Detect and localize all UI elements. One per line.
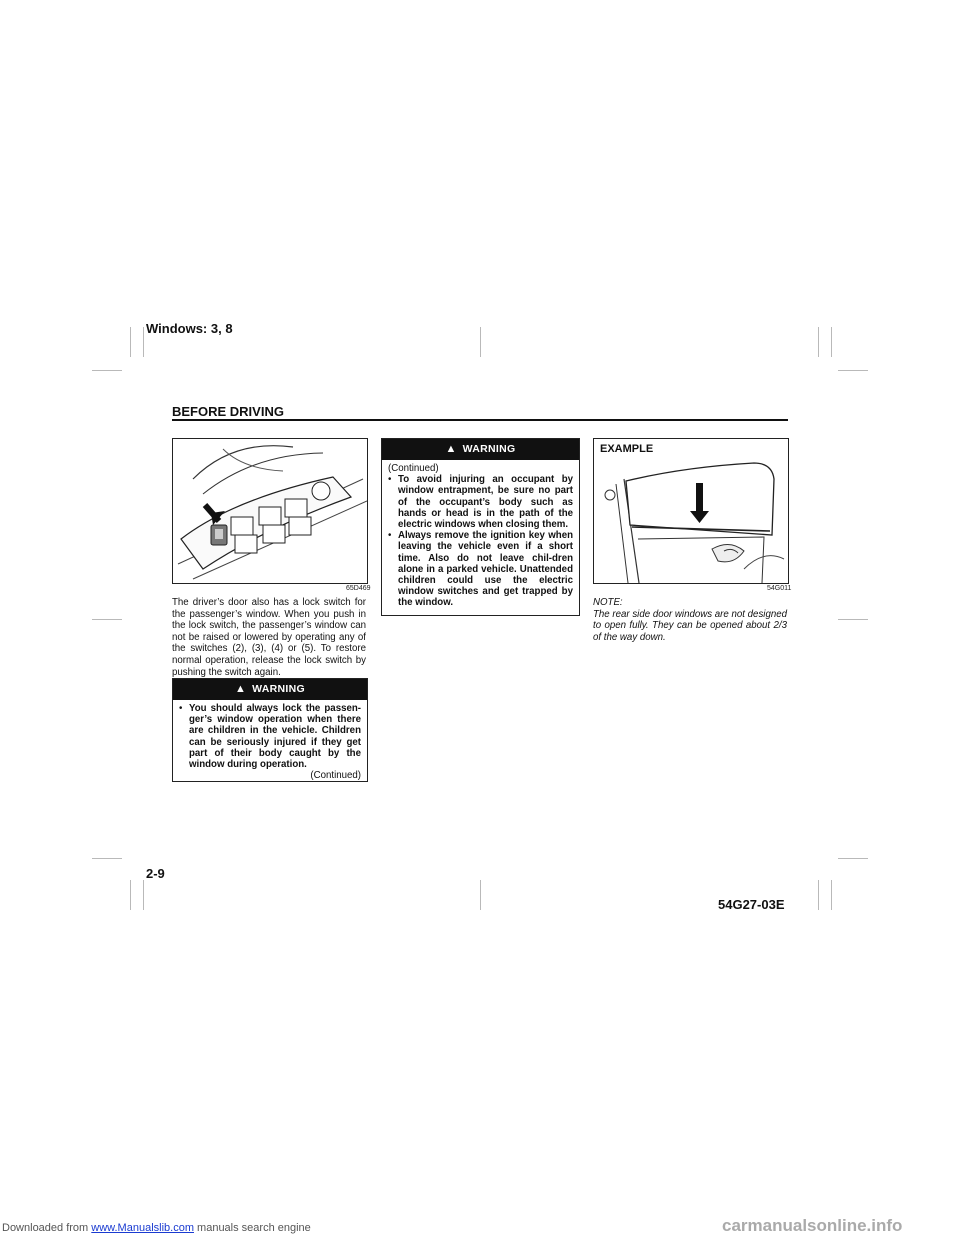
figure-code: 65D469 — [346, 585, 371, 592]
figure-rear-door-window — [593, 438, 789, 584]
continued-note: (Continued) — [310, 770, 361, 782]
warning-triangle-icon: ▲ — [445, 443, 457, 455]
bullet-dot: • — [388, 530, 392, 542]
watermark: carmanualsonline.info — [722, 1216, 903, 1235]
power-window-switch-panel-illustration — [173, 439, 367, 583]
download-suffix: manuals search engine — [193, 1222, 311, 1234]
figure-window-switch-panel — [172, 438, 368, 584]
warning-bullet-text: To avoid injuring an occupant by window entrapment, be sure no part of the occupant’s body such as hands or head is in the path of the electric windows when closing them. — [398, 474, 573, 531]
warning-box — [172, 678, 368, 782]
bullet-dot: • — [179, 703, 183, 714]
warning-bullet — [179, 703, 361, 770]
body-paragraph: The driver’s door also has a lock switch for the passenger’s window. When you push in the lock switch, the passenger’s window can not be raised or lowered by operating any of the switches (2), (3), (4) or (5). To restore normal operation, release the lock switch by pushing the switch again. — [172, 597, 366, 678]
figure-code: 54G011 — [767, 585, 792, 592]
warning-bullet — [388, 474, 573, 530]
download-prefix: Downloaded from — [2, 1222, 92, 1234]
warning-header — [173, 679, 367, 700]
warning-triangle-icon: ▲ — [234, 683, 247, 695]
figure-label: EXAMPLE — [600, 443, 654, 455]
continued-note: (Continued) — [388, 463, 439, 474]
manualslib-link[interactable]: www.Manualslib.com — [91, 1222, 194, 1234]
warning-box-continued — [381, 438, 580, 616]
warning-bullet-text: You should always lock the passen-ger’s window operation when there are children in the vehicle. Children can be seriously injured if they get part of their body caught by the window during operation. — [189, 703, 361, 771]
warning-bullet — [388, 530, 573, 608]
warning-title: WARNING — [462, 443, 516, 455]
warning-title: WARNING — [252, 683, 306, 695]
note-text: NOTE: The rear side door windows are not designed to open fully. They can be opened about 2/3 of the way down. — [593, 597, 787, 643]
page-number: 2-9 — [146, 866, 165, 881]
document-code: 54G27-03E — [718, 897, 785, 912]
topic-tag: Windows: 3, 8 — [146, 321, 233, 336]
rear-door-window-illustration — [594, 439, 788, 583]
section-header: BEFORE DRIVING — [172, 404, 284, 419]
warning-header — [382, 439, 579, 460]
bullet-dot: • — [388, 474, 392, 486]
warning-bullet-text: Always remove the ignition key when leaving the vehicle even if a short time. Also do not leave chil-dren alone in a parked vehicle. Unattended children could use the electric window switches and get trapped by the window. — [398, 530, 573, 609]
download-credit — [2, 1222, 311, 1234]
header-rule — [172, 419, 788, 421]
